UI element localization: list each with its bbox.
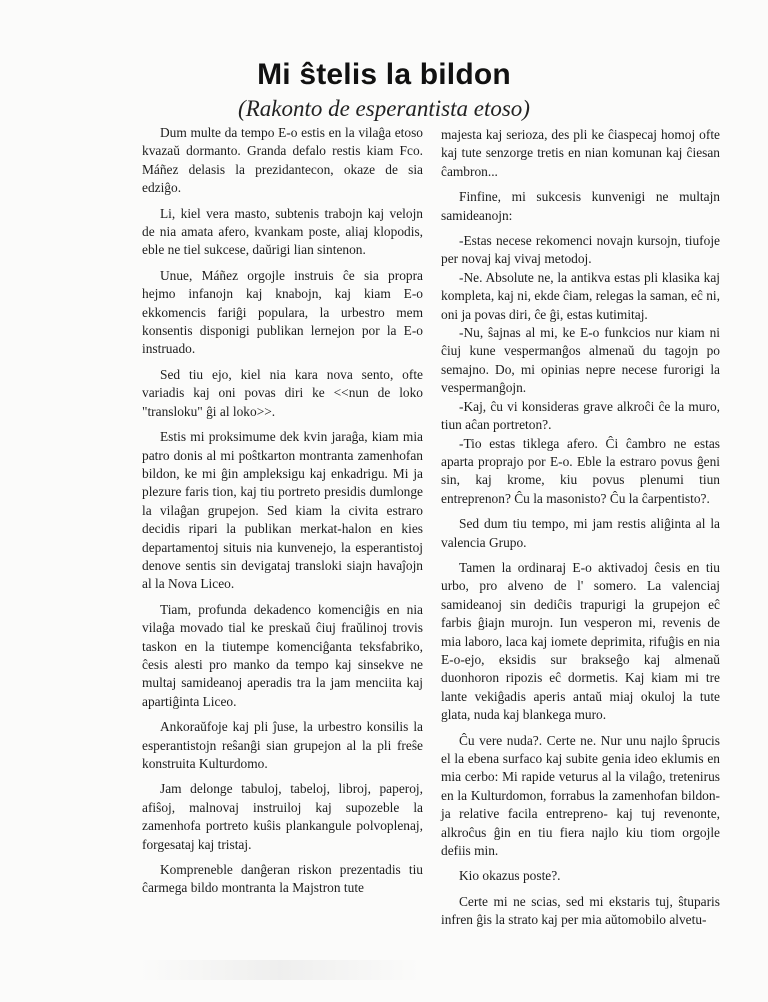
left-column bbox=[142, 124, 423, 905]
scan-smudge bbox=[140, 960, 420, 980]
paragraph: Tiam, profunda dekadenco komenciĝis en nia vilaĝa movado tial ke preskaŭ ĉiuj fraŭlinoj trovis taskon en la tiutempe komenciĝanta teksfabriko, ĉesis alesti pro manko da tempo kaj sinsekve ne multaj samideanoj aperadis tra la jam menciita kaj apartiĝinta Liceo. bbox=[142, 601, 423, 709]
right-column bbox=[441, 126, 720, 937]
paragraph: Certe mi ne scias, sed mi ekstaris tuj, ŝtuparis infren ĝis la strato kaj per mia aŭtomobilo alvetu- bbox=[441, 893, 720, 928]
dialogue-line: -Kaj, ĉu vi konsideras grave alkroĉi ĉe la muro, tiun aĉan portreton?. bbox=[441, 398, 720, 433]
paragraph: Ankoraŭfoje kaj pli ĵuse, la urbestro konsilis la esperantistojn reŝanĝi sian grupejon al la pli freŝe konstruita Kulturdomo. bbox=[142, 719, 423, 771]
dialogue-line: -Ne. Absolute ne, la antikva estas pli klasika kaj kompleta, kaj ni, ekde ĉiam, relegas la saman, eĉ ni, oni ja povas diri, ĉe ĝi, estas kutimitaj. bbox=[441, 269, 720, 322]
paragraph: Unue, Máñez orgojle instruis ĉe sia propra hejmo infanojn kaj knabojn, kaj kiam E-o ekkomencis fariĝi populara, la urbestro mem konsentis disponigi publikan lernejon por la E-o instruado. bbox=[142, 267, 423, 357]
paragraph: Finfine, mi sukcesis kunvenigi ne multajn samideanojn: bbox=[441, 189, 720, 223]
paragraph: Jam delonge tabuloj, tabeloj, libroj, paperoj, afiŝoj, malnovaj instruiloj kaj supozeble la zamenhofa portreto kuŝis plankangule polvoplenaj, forgesataj kaj tristaj. bbox=[142, 781, 423, 852]
article-title: Mi ŝtelis la bildon bbox=[257, 58, 511, 91]
paragraph: Sed dum tiu tempo, mi jam restis aliĝinta al la valencia Grupo. bbox=[441, 516, 720, 550]
dialogue-line: -Nu, ŝajnas al mi, ke E-o funkcios nur kiam ni ĉiuj kune vespermanĝos almenaŭ du tagojn po semajno. Do, mi opinias nepre necese furorigi la vespermanĝojn. bbox=[441, 325, 720, 396]
article-subtitle: (Rakonto de esperantista etoso) bbox=[238, 96, 530, 121]
paragraph: Ĉu vere nuda?. Certe ne. Nur unu najlo ŝprucis el la ebena surfaco kaj subite genia ideo eklumis en mia cerbo: Mi rapide veturus al la vilaĝo, tretenirus en la Kulturdomon, forrabus la zamenhofan bildon- ja relative facila entrepreno- kaj tuj revenonte, alkroĉus ĝin en tiu fiera najlo kiu tiom orgojle defiis min. bbox=[441, 732, 720, 859]
dialogue-line: -Tio estas tiklega afero. Ĉi ĉambro ne estas aparta proprajo por E-o. Eble la estraro povus ĝeni sin, kaj krome, kiu povus plenumi tiun entreprenon? Ĉu la masonisto? Ĉu la ĉarpentisto?. bbox=[441, 435, 720, 506]
dialogue-line: -Estas necese rekomenci novajn kursojn, tiufoje per novaj kaj vivaj metodoj. bbox=[441, 233, 720, 267]
paragraph: Sed tiu ejo, kiel nia kara nova sento, ofte variadis kaj oni povas diri ke <<nun de loko "transloku" ĝi al loko>>. bbox=[142, 366, 423, 419]
paragraph: Li, kiel vera masto, subtenis trabojn kaj velojn de nia amata afero, kvankam poste, aliaj klopodis, eble ne tiel sukcese, daŭrigi lian sintenon. bbox=[142, 205, 423, 258]
paragraph: Tamen la ordinaraj E-o aktivadoj ĉesis en tiu urbo, pro alveno de l' somero. La valenciaj samideanoj sin dediĉis trapurigi la grupejon eĉ farbis ĝiajn murojn. Iun vesperon mi, revenis de mia laboro, laca kaj iomete deprimita, rifuĝis en nia E-o-ejo, eksidis sur brakseĝo kaj almenaŭ duonhoron ripozis eĉ dormetis. Kaj kiam mi tre lante vekiĝadis aperis antaŭ miaj okuloj la tute glata, nuda kaj blankega muro. bbox=[441, 559, 720, 723]
paragraph: Kio okazus poste?. bbox=[459, 868, 561, 884]
paragraph: majesta kaj serioza, des pli ke ĉiaspecaj homoj ofte kaj tute senzorge tretis en nian komunan kaj ĉiesan ĉambron... bbox=[441, 127, 720, 179]
paragraph: Kompreneble danĝeran riskon prezentadis tiu ĉarmega bildo montranta la Majstron tute bbox=[142, 862, 423, 896]
paragraph: Dum multe da tempo E-o estis en la vilaĝa etoso kvazaŭ dormanto. Granda defalo restis kiam Fco. Máñez delasis la prezidantecon, okaze de sia edziĝo. bbox=[142, 125, 423, 196]
paragraph: Estis mi proksimume dek kvin jaraĝa, kiam mia patro donis al mi poŝtkarton montranta zamenhofan bildon, ke mi ĝin ampleksigu kaj enkadrigu. Mi ja plezure faris tion, kaj tiu portreto presidis dumlonge la vilaĝan grupejon. Sed kiam la civita estraro decidis ripari la publikan merkat-halon en kies departamentoj situis nia kunvenejo, la esperantistoj denove sentis sin devigataj transloki siajn havaĵojn al la Nova Liceo. bbox=[142, 429, 423, 592]
